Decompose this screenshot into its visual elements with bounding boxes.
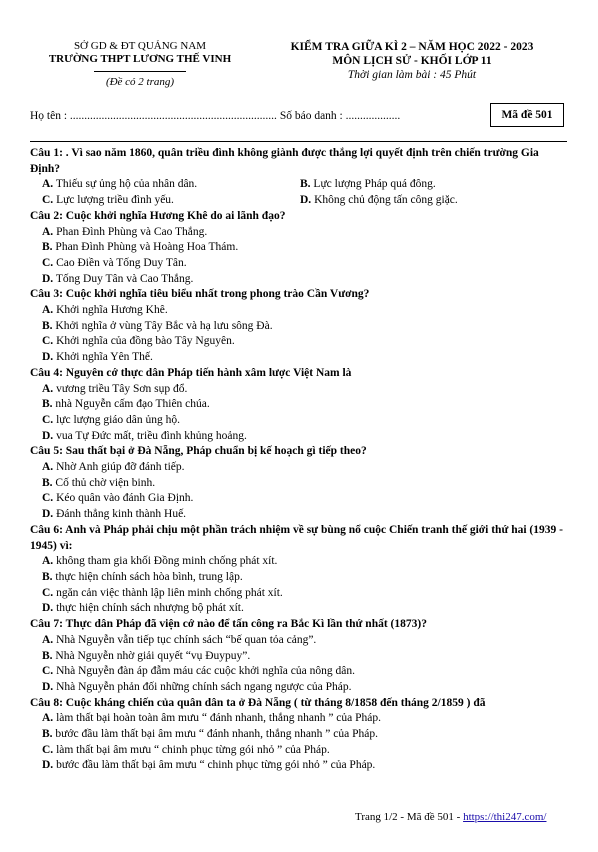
- answer-option[interactable]: [30, 727, 570, 743]
- question-block: [30, 523, 570, 617]
- footer-link[interactable]: https://thi247.com/: [463, 811, 547, 823]
- option-text: Khởi nghĩa Hương Khê.: [56, 304, 168, 317]
- option-label: B.: [42, 241, 53, 254]
- answer-option[interactable]: [30, 491, 570, 507]
- question-stem: Câu 3: Cuộc khởi nghĩa tiêu biểu nhất trong phong trào Cần Vương?: [30, 288, 370, 301]
- option-label: D.: [300, 194, 312, 207]
- question-stem: Câu 2: Cuộc khởi nghĩa Hương Khê do ai lãnh đạo?: [30, 209, 286, 222]
- answer-option[interactable]: [42, 193, 300, 209]
- option-label: A.: [42, 633, 54, 646]
- option-label: C.: [42, 335, 54, 348]
- exam-subject: MÔN LỊCH SỬ - KHỐI LỚP 11: [332, 55, 492, 67]
- answer-option[interactable]: [30, 413, 570, 429]
- option-text: Phan Đình Phùng và Hoàng Hoa Thám.: [55, 241, 239, 254]
- option-text: Lực lượng triều đình yếu.: [56, 194, 174, 207]
- option-text: vương triều Tây Sơn sụp đổ.: [56, 382, 188, 395]
- page-footer: [355, 811, 546, 823]
- answer-option[interactable]: [30, 586, 570, 602]
- option-text: Cố thủ chờ viện binh.: [55, 476, 156, 489]
- option-text: Kéo quân vào đánh Gia Định.: [56, 492, 194, 505]
- question-stem: Câu 7: Thực dân Pháp đã viện cớ nào để tấn công ra Bắc Kì lần thứ nhất (1873)?: [30, 618, 427, 631]
- option-label: A.: [42, 304, 54, 317]
- question-block: [30, 696, 570, 775]
- option-label: D.: [42, 759, 54, 772]
- question-block: [30, 287, 570, 366]
- option-label: B.: [42, 476, 53, 489]
- answer-option[interactable]: [30, 240, 570, 256]
- option-text: bước đầu làm thất bại âm mưu “ đánh nhanh, thắng nhanh ” của Pháp.: [55, 728, 378, 741]
- option-label: D.: [42, 272, 54, 285]
- option-label: D.: [42, 508, 54, 521]
- option-label: C.: [42, 194, 54, 207]
- option-text: Nhờ Anh giúp đỡ đánh tiếp.: [56, 461, 185, 474]
- answer-option[interactable]: [30, 319, 570, 335]
- footer-text: Trang 1/2 - Mã đề 501 -: [355, 811, 464, 823]
- question-block: [30, 617, 570, 696]
- header-separator: [30, 141, 567, 142]
- student-name-field: Họ tên : ........................................................................: [30, 110, 277, 122]
- option-label: B.: [42, 398, 53, 411]
- department-name: SỞ GD & ĐT QUẢNG NAM: [73, 40, 207, 52]
- answer-option[interactable]: [300, 177, 558, 193]
- answer-option[interactable]: [30, 743, 570, 759]
- option-text: thực hiện chính sách hòa bình, trung lập.: [55, 570, 243, 583]
- exam-time: Thời gian làm bài : 45 Phút: [347, 69, 477, 81]
- option-text: Khởi nghĩa của đồng bào Tây Nguyên.: [56, 335, 235, 348]
- option-text: Khởi nghĩa ở vùng Tây Bắc và hạ lưu sông Đà.: [55, 319, 273, 332]
- option-label: A.: [42, 382, 54, 395]
- option-text: Tống Duy Tân và Cao Thắng.: [55, 272, 194, 285]
- answer-option[interactable]: [30, 382, 570, 398]
- option-text: Nhà Nguyễn phản đối những chính sách ngang ngược của Pháp.: [56, 680, 352, 693]
- question-block: [30, 444, 570, 523]
- option-label: C.: [42, 665, 54, 678]
- answer-option[interactable]: [30, 460, 570, 476]
- answer-option[interactable]: [30, 350, 570, 366]
- option-label: B.: [42, 728, 53, 741]
- option-label: C.: [42, 256, 54, 269]
- answer-option[interactable]: [30, 633, 570, 649]
- option-label: D.: [42, 680, 54, 693]
- option-text: làm thất bại hoàn toàn âm mưu “ đánh nhanh, thắng nhanh ” của Pháp.: [56, 712, 382, 725]
- answer-option[interactable]: [30, 429, 570, 445]
- answer-option[interactable]: [30, 570, 570, 586]
- student-info-line: [30, 110, 400, 122]
- option-label: A.: [42, 225, 54, 238]
- exam-header: [262, 40, 562, 82]
- answer-option[interactable]: [30, 256, 570, 272]
- answer-option[interactable]: [300, 193, 558, 209]
- option-label: B.: [300, 178, 311, 191]
- question-block: [30, 209, 570, 288]
- answer-option[interactable]: [30, 554, 570, 570]
- option-text: Nhà Nguyễn vẫn tiếp tục chính sách “bế quan tỏa cảng”.: [56, 633, 317, 646]
- student-id-field: Số báo danh : ...................: [279, 110, 401, 122]
- header-divider: [94, 71, 186, 72]
- answer-option[interactable]: [30, 649, 570, 665]
- answer-option[interactable]: [30, 334, 570, 350]
- exam-code-box: Mã đề 501: [490, 103, 564, 127]
- answer-option[interactable]: [30, 758, 570, 774]
- option-text: nhà Nguyễn cấm đạo Thiên chúa.: [55, 398, 210, 411]
- option-label: A.: [42, 461, 54, 474]
- option-text: Lực lượng Pháp quá đông.: [313, 178, 436, 191]
- option-text: làm thất bại âm mưu “ chinh phục từng gói nhỏ ” của Pháp.: [56, 743, 330, 756]
- question-stem: Câu 4: Nguyên cớ thực dân Pháp tiến hành xâm lược Việt Nam là: [30, 366, 352, 379]
- question-block: [30, 366, 570, 445]
- option-label: C.: [42, 586, 54, 599]
- option-label: D.: [42, 351, 54, 364]
- option-label: A.: [42, 178, 54, 191]
- option-text: Nhà Nguyễn nhờ giải quyết “vụ Đuypuy”.: [55, 649, 251, 662]
- answer-option[interactable]: [30, 711, 570, 727]
- answer-option[interactable]: [30, 507, 570, 523]
- option-label: C.: [42, 492, 54, 505]
- answer-option[interactable]: [30, 680, 570, 696]
- answer-option[interactable]: [30, 303, 570, 319]
- option-label: B.: [42, 570, 53, 583]
- answer-option[interactable]: [42, 177, 300, 193]
- option-text: Thiếu sự ủng hộ của nhân dân.: [55, 178, 198, 191]
- answer-option[interactable]: [30, 664, 570, 680]
- option-text: Đánh thẳng kinh thành Huế.: [56, 508, 187, 521]
- option-row: [30, 177, 570, 193]
- answer-option[interactable]: [30, 476, 570, 492]
- option-text: thực hiện chính sách nhượng bộ phát xít.: [56, 602, 244, 615]
- answer-option[interactable]: [30, 225, 570, 241]
- option-label: D.: [42, 429, 54, 442]
- question-stem: Câu 1: . Vì sao năm 1860, quân triều đình không giành được thắng lợi quyết định trên chiến trường Gia Định?: [30, 147, 539, 175]
- question-list: [30, 146, 570, 774]
- page-count-note: (Đề có 2 trang): [105, 76, 175, 88]
- school-name: TRƯỜNG THPT LƯƠNG THẾ VINH: [48, 53, 232, 65]
- option-text: Cao Điền và Tống Duy Tân.: [56, 256, 187, 269]
- option-label: A.: [42, 555, 54, 568]
- option-text: ngăn cản việc thành lập liên minh chống phát xít.: [56, 586, 283, 599]
- option-text: Không chủ động tấn công giặc.: [314, 194, 458, 207]
- school-header: [40, 40, 240, 89]
- question-stem: Câu 5: Sau thất bại ở Đà Nẵng, Pháp chuẩn bị kế hoạch gì tiếp theo?: [30, 445, 367, 458]
- option-label: B.: [42, 319, 53, 332]
- option-row: [30, 193, 570, 209]
- option-text: Nhà Nguyễn đàn áp đẫm máu các cuộc khởi nghĩa của nông dân.: [56, 665, 355, 678]
- option-text: lực lượng giáo dân ủng hộ.: [56, 413, 181, 426]
- question-stem: Câu 8: Cuộc kháng chiến của quân dân ta ở Đà Nẵng ( từ tháng 8/1858 đến tháng 2/1859 ) đã: [30, 696, 486, 709]
- answer-option[interactable]: [30, 601, 570, 617]
- answer-option[interactable]: [30, 272, 570, 288]
- option-text: vua Tự Đức mất, triều đình khủng hoảng.: [56, 429, 247, 442]
- option-text: Phan Đình Phùng và Cao Thắng.: [56, 225, 208, 238]
- option-label: D.: [42, 602, 54, 615]
- answer-option[interactable]: [30, 397, 570, 413]
- option-label: C.: [42, 413, 54, 426]
- option-label: B.: [42, 649, 53, 662]
- question-stem: Câu 6: Anh và Pháp phải chịu một phần trách nhiệm về sự bùng nổ cuộc Chiến tranh thế giới thứ hai (1939 - 1945) vì:: [30, 523, 563, 552]
- option-label: C.: [42, 743, 54, 756]
- exam-title: KIỂM TRA GIỮA KÌ 2 – NĂM HỌC 2022 - 2023: [290, 41, 534, 53]
- option-text: Khởi nghĩa Yên Thế.: [56, 351, 153, 364]
- option-text: không tham gia khối Đồng minh chống phát xít.: [56, 555, 278, 568]
- option-label: A.: [42, 712, 54, 725]
- question-block: [30, 146, 570, 209]
- option-text: bước đầu làm thất bại âm mưu “ chinh phục từng gói nhỏ ” của Pháp.: [56, 759, 376, 772]
